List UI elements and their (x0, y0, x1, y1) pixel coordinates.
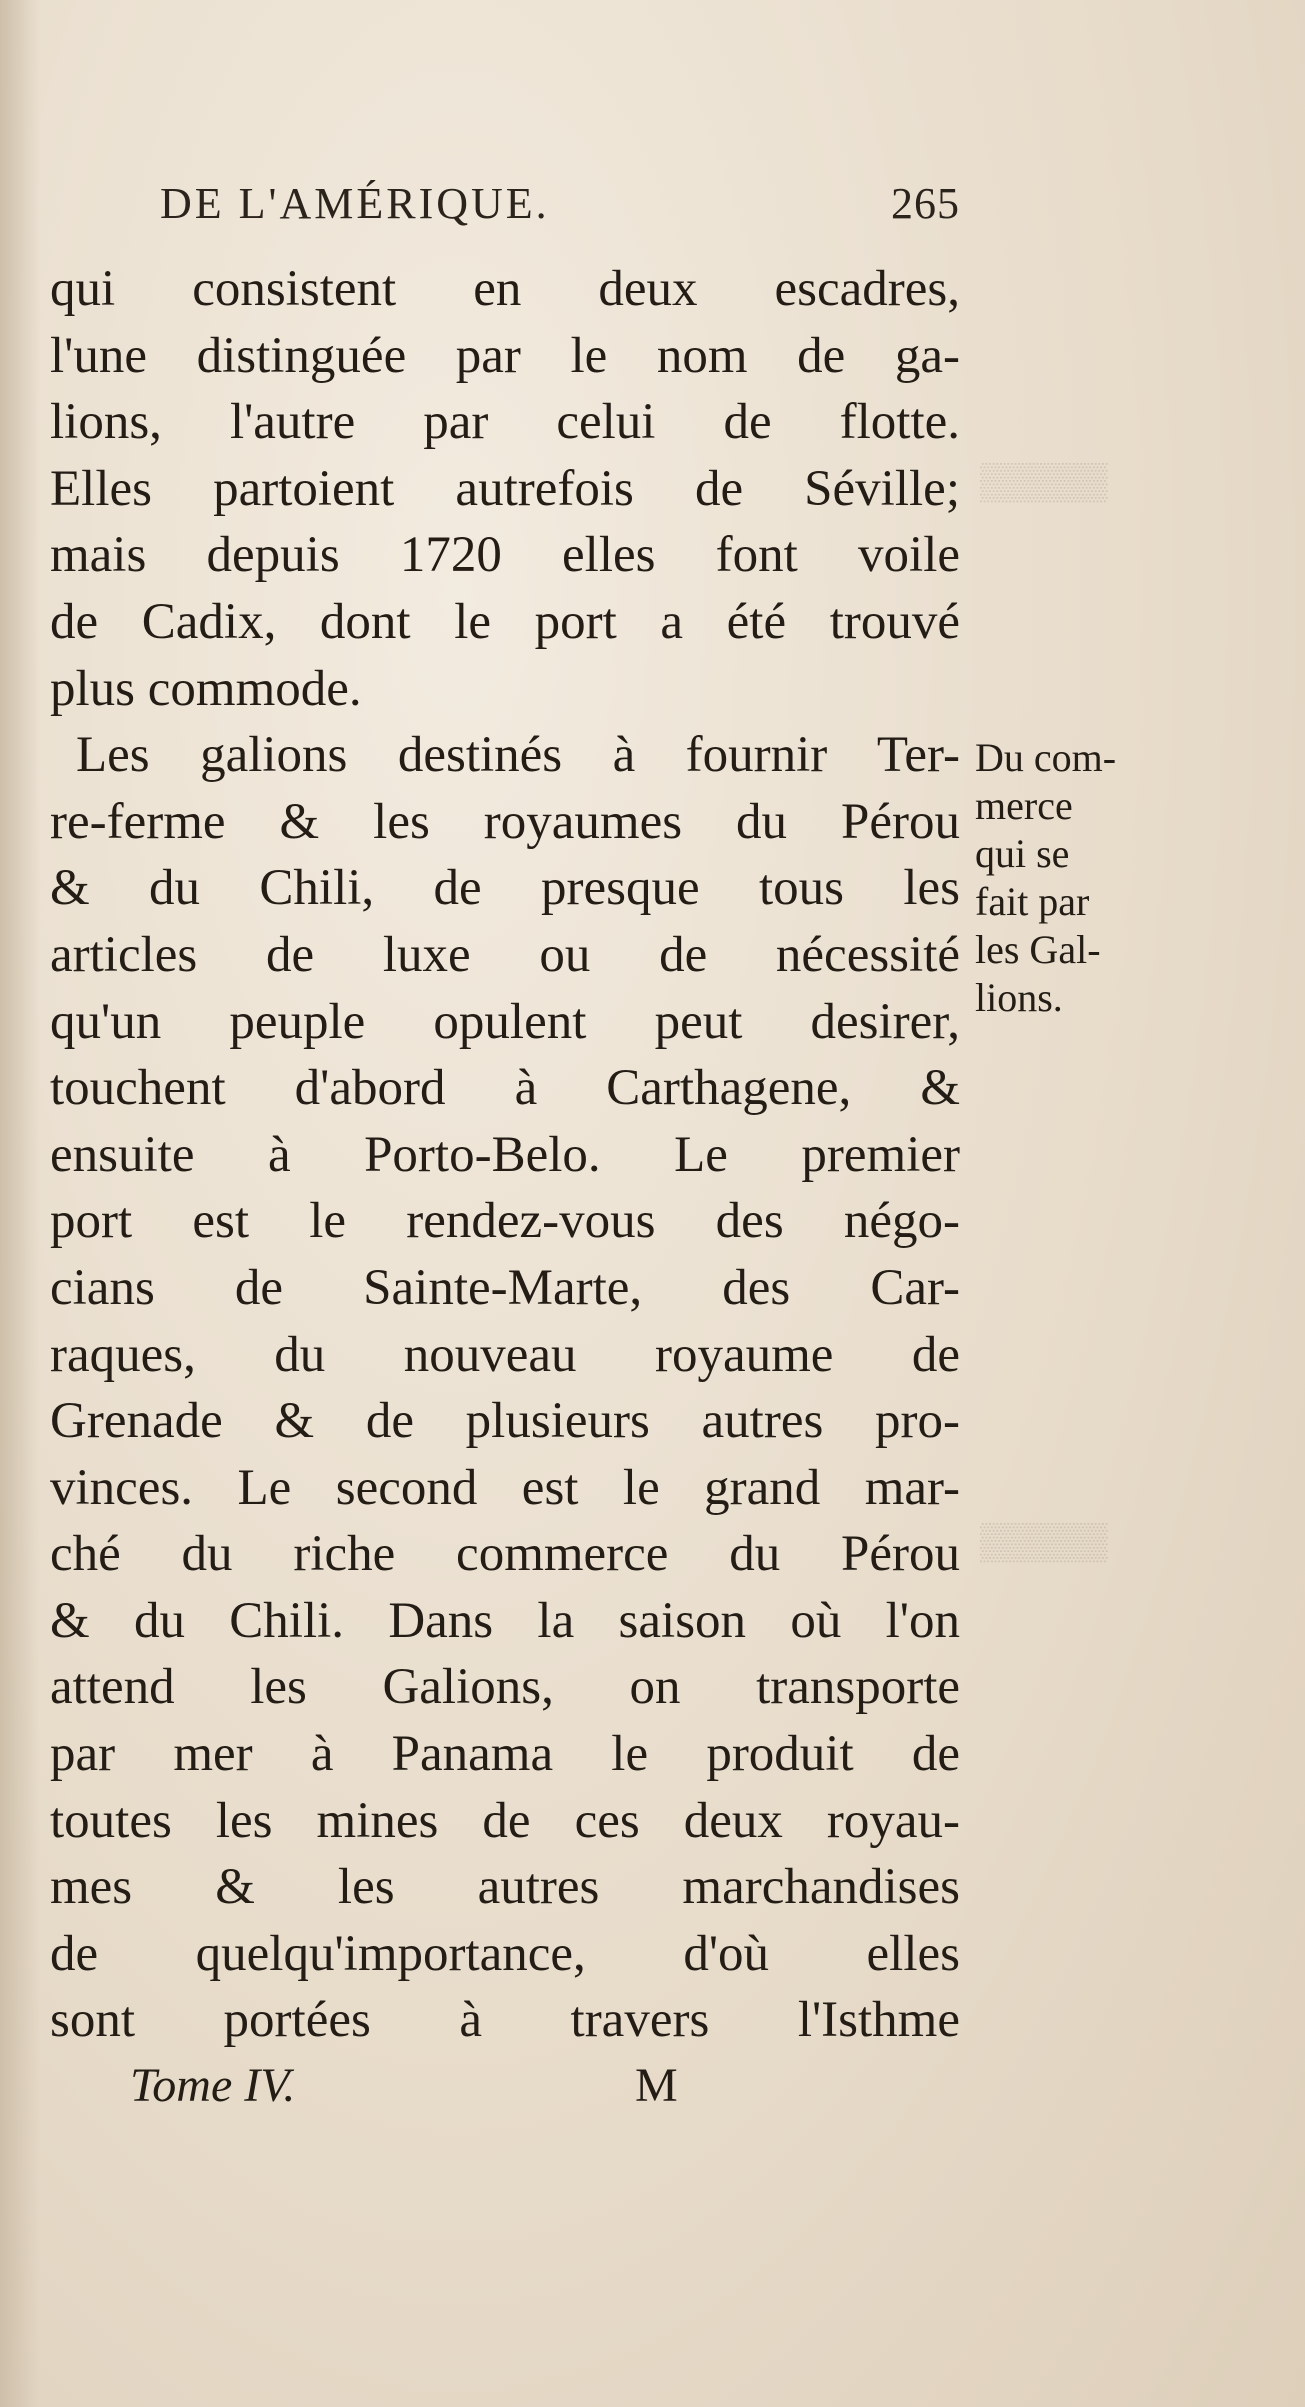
running-head-title: DE L'AMÉRIQUE. (160, 179, 550, 228)
marginal-note-line: fait par (975, 879, 1090, 924)
show-through-ink: ▒▒▒▒▒ (980, 461, 1108, 501)
running-head (160, 168, 960, 238)
body-text (50, 256, 960, 2054)
text-line: raques, du nouveau royaume de (50, 1326, 960, 1383)
text-line: re-ferme & les royaumes du Pérou (50, 793, 960, 850)
volume-label: Tome IV. (130, 2059, 296, 2112)
text-line: & du Chili, de presque tous les (50, 860, 960, 917)
text-line: mes & les autres marchandises (50, 1859, 960, 1916)
text-line: l'une distinguée par le nom de ga- (50, 327, 960, 384)
marginal-note (975, 734, 1175, 1022)
text-line: attend les Galions, on transporte (50, 1659, 960, 1716)
text-line: lions, l'autre par celui de flotte. (50, 394, 960, 451)
marginal-note-line: Du com- (975, 735, 1117, 780)
text-line: articles de luxe ou de nécessité (50, 926, 960, 983)
text-line: port est le rendez-vous des négo- (50, 1193, 960, 1250)
text-line: Les galions destinés à fournir Ter- (76, 727, 960, 784)
text-line: plus commode. (50, 660, 362, 717)
page-gutter-shadow (0, 0, 40, 2407)
page-number: 265 (891, 179, 960, 228)
text-line: Grenade & de plusieurs autres pro- (50, 1393, 960, 1450)
text-line: qui consistent en deux escadres, (50, 261, 960, 317)
text-line: ensuite à Porto-Belo. Le premier (50, 1126, 960, 1183)
text-line: vinces. Le second est le grand mar- (50, 1459, 960, 1516)
text-line: de Cadix, dont le port a été trouvé (50, 593, 960, 650)
text-line: mais depuis 1720 elles font voile (50, 527, 960, 584)
signature-mark: M (635, 2059, 678, 2112)
text-line: Elles partoient autrefois de Séville; (50, 460, 960, 517)
text-line: par mer à Panama le produit de (50, 1726, 960, 1783)
marginal-note-line: qui se (975, 831, 1070, 876)
marginal-note-line: merce (975, 783, 1073, 828)
text-line: ché du riche commerce du Pérou (50, 1526, 960, 1583)
text-line: qu'un peuple opulent peut desirer, (50, 993, 960, 1050)
show-through-ink: ▒▒▒▒▒ (980, 1521, 1108, 1561)
text-line: cians de Sainte-Marte, des Car- (50, 1259, 960, 1316)
text-line: de quelqu'importance, d'où elles (50, 1925, 960, 1982)
marginal-note-line: lions. (975, 975, 1063, 1020)
page-footer (130, 2058, 830, 2128)
text-line: & du Chili. Dans la saison où l'on (50, 1592, 960, 1649)
marginal-note-line: les Gal- (975, 927, 1101, 972)
text-line: toutes les mines de ces deux royau- (50, 1792, 960, 1849)
text-line: sont portées à travers l'Isthme (50, 1992, 960, 2049)
text-line: touchent d'abord à Carthagene, & (50, 1060, 960, 1117)
